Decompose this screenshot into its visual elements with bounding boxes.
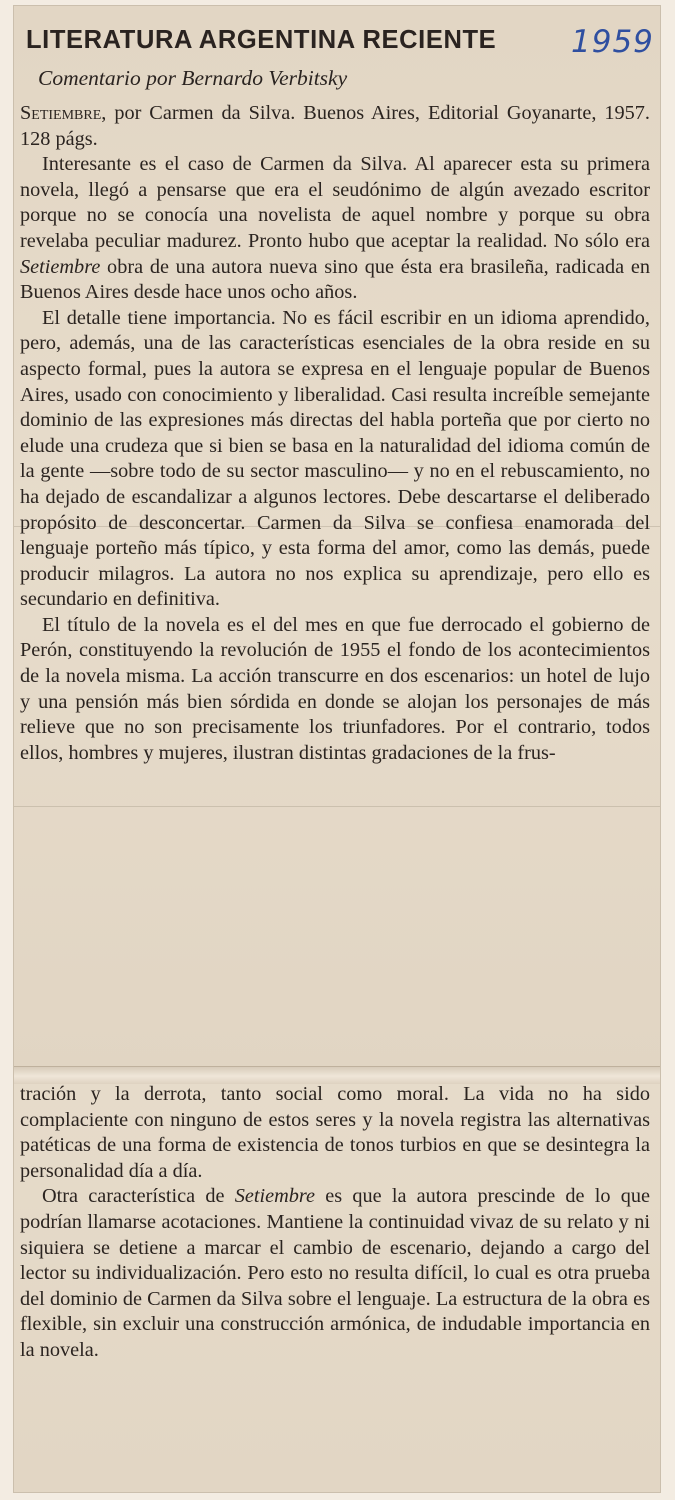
paragraph-1-italic: Setiembre xyxy=(20,255,101,278)
book-details: , por Carmen da Silva. Buenos Aires, Editorial Goyanarte, 1957. 128 págs. xyxy=(20,102,650,150)
paragraph-1-text-a: Interesante es el caso de Carmen da Silva. Al aparecer esta su primera novela, llegó a pensarse que era el seudónimo de algún avezado escritor porque no se conocía una novelista de aquel nombre y porque su obra revelaba peculiar madurez. Pronto hubo que aceptar la realidad. No sólo era xyxy=(20,153,650,252)
handwritten-year: 1959 xyxy=(571,24,654,60)
paragraph-3-top: El título de la novela es el del mes en que fue derrocado el gobierno de Perón, constituyendo la revolución de 1955 el fondo de los acontecimientos de la novela misma. La acción transcurre en dos escenarios: un hotel de lujo y una pensión más bien sórdida en donde se alojan los personajes de más relieve que no son precisamente los triunfadores. Por el contrario, todos ellos, hombres y mujeres, ilustran distintas gradaciones de la frus- xyxy=(20,613,650,764)
article-body-bottom xyxy=(20,1082,650,1364)
paragraph-1-text-b: obra de una autora nueva sino que ésta era brasileña, radicada en Buenos Aires desde hace unos ocho años. xyxy=(20,255,650,304)
paragraph-3-bottom: tración y la derrota, tanto social como moral. La vida no ha sido complaciente con ninguno de estos seres y la novela registra las alternativas patéticas de una forma de existencia de tonos turbios en que se desintegra la personalidad día a día. xyxy=(20,1083,650,1182)
paragraph-2: El detalle tiene importancia. No es fácil escribir en un idioma aprendido, pero, además, una de las características esenciales de la obra reside en su aspecto formal, pues la autora se expresa en el lenguaje popular de Buenos Aires, usado con conocimiento y liberalidad. Casi resulta increíble semejante dominio de las expresiones más directas del habla porteña que por cierto no elude una crudeza que si bien se basa en la naturalidad del idioma común de la gente —sobre todo de su sector masculino— y no en el rebuscamiento, no ha dejado de escandalizar a algunos lectores. Debe descartarse el deliberado propósito de desconcertar. Carmen da Silva se confiesa enamorada del lenguaje porteño más típico, y esta forma del amor, como las demás, puede producir milagros. La autora no nos explica su aprendizaje, pero ello es secundario en definitiva. xyxy=(20,306,650,611)
paragraph-4-text-a: Otra característica de xyxy=(42,1185,235,1208)
paragraph-4 xyxy=(20,1184,650,1363)
article-headline: LITERATURA ARGENTINA RECIENTE xyxy=(26,26,497,54)
crease-line xyxy=(14,806,660,807)
paragraph-4-italic: Setiembre xyxy=(234,1185,316,1208)
paragraph-4-text-b: es que la autora prescinde de lo que podrían llamarse acotaciones. Mantiene la continuidad vivaz de su relato y ni siquiera se detiene a marcar el cambio de escenario, dejando a cargo del lector su individualización. Pero esto no resulta difícil, lo cual es otra prueba del dominio de Carmen da Silva sobre el lenguaje. La estructura de la obra es flexible, sin excluir una construcción armónica, de indudable importancia en la novela. xyxy=(20,1185,650,1361)
book-reference xyxy=(20,101,650,152)
article-body-top xyxy=(20,101,650,766)
paragraph-1 xyxy=(20,152,650,306)
book-title-smallcaps: Setiembre xyxy=(20,102,102,124)
article-byline: Comentario por Bernardo Verbitsky xyxy=(38,66,348,90)
